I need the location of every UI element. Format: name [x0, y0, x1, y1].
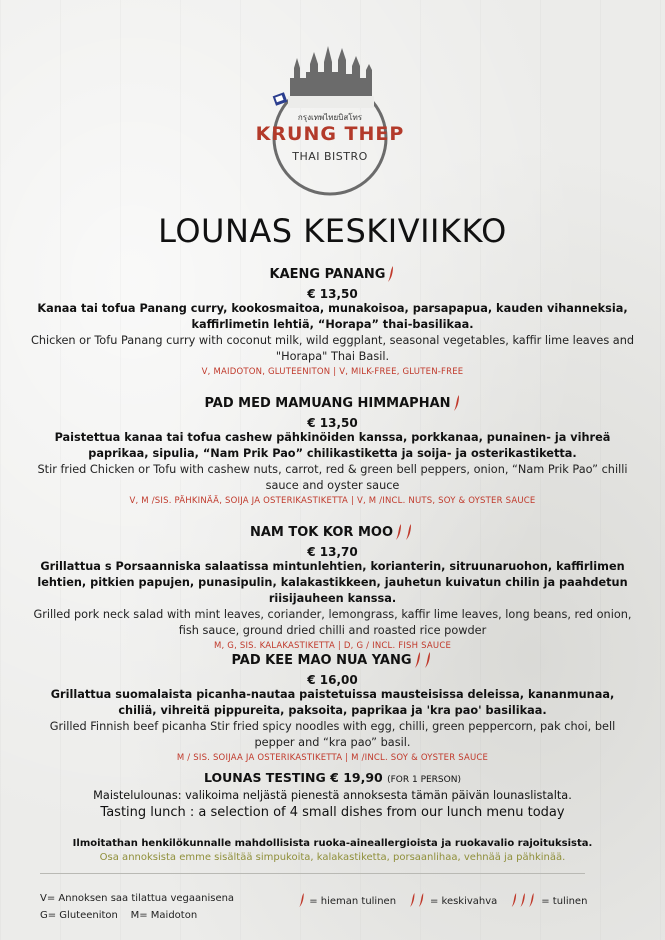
dish-name-row: [30, 524, 635, 545]
chili-icon: [510, 899, 538, 910]
spice-hot-label: = tulinen: [541, 896, 588, 907]
dish-price: € 13,50: [307, 416, 358, 430]
allergy-notice: [30, 836, 635, 865]
tasting-per-person: (FOR 1 PERSON): [387, 775, 461, 785]
spice-scale: [298, 893, 587, 910]
chili-icon: [414, 652, 434, 673]
chili-icon: [387, 266, 395, 287]
dish-name: KAENG PANANG: [269, 267, 386, 282]
chili-icon: [298, 899, 306, 910]
dish-price: € 16,00: [307, 673, 358, 687]
dish-nam-tok-kor-moo: [30, 524, 635, 653]
chili-icon: [453, 395, 461, 416]
dish-description-en: Grilled pork neck salad with mint leaves, coriander, lemongrass, kaffir lime leaves, long beans, red onion, fish sauce, ground dried chilli and roasted rice powder: [33, 608, 632, 637]
dish-diet-tags: V, MAIDOTON, GLUTEENITON | V, MILK-FREE, GLUTEN-FREE: [201, 367, 464, 377]
tasting-label: LOUNAS TESTING: [204, 770, 326, 785]
tasting-heading: [30, 770, 635, 788]
dish-name-row: [30, 652, 635, 673]
dish-name-row: [30, 395, 635, 416]
dish-name: PAD MED MAMUANG HIMMAPHAN: [204, 396, 451, 411]
spice-mild-label: = hieman tulinen: [309, 896, 397, 907]
tasting-description-fi: Maistelulounas: valikoima neljästä pienestä annoksesta tämän päivän lounaslistalta.: [93, 789, 572, 802]
dish-name: PAD KEE MAO NUA YANG: [231, 653, 412, 668]
legend-gluten-free: G= Gluteeniton: [40, 910, 118, 921]
chili-icon: [395, 524, 415, 545]
tasting-lunch-section: [30, 770, 635, 822]
dish-description-en: Grilled Finnish beef picanha Stir fried spicy noodles with egg, chilli, green peppercorn, pak choi, bell pepper and “kra pao” basil.: [49, 720, 616, 749]
dish-description-fi: Grillattua suomalaista picanha-nautaa paistetuissa mausteisissa deleissa, kananmunaa, chiliä, vihreitä pippureita, paksoita, paprikaa ja 'kra pao' basilikaa.: [50, 688, 615, 717]
dish-price: € 13,50: [307, 287, 358, 301]
spice-medium-label: = keskivahva: [429, 896, 498, 907]
logo-brand: KRUNG THEP: [255, 123, 405, 145]
dish-description-fi: Paistettua kanaa tai tofua cashew pähkinöiden kanssa, porkkanaa, punainen- ja vihreä paprikaa, sipulia, “Nam Prik Pao” chilikastiketta ja soija- ja osterikastiketta.: [54, 431, 611, 460]
divider: [40, 873, 585, 874]
dish-description-fi: Grillattua s Porsaanniska salaatissa mintunlehtien, korianterin, sitruunaruohon, kaffirlimen lehtien, pitkien papujen, punasipulin, kalakastikkeen, jauhetun kuivatun chilin ja paahdetun riisijauheen kanssa.: [37, 560, 628, 605]
restaurant-logo: [230, 38, 430, 198]
allergy-note: Osa annoksista emme sisältää simpukoita, kalakastiketta, porsaanlihaa, vehnää ja pähkinää.: [99, 852, 566, 863]
dish-description-en: Chicken or Tofu Panang curry with coconut milk, wild eggplant, seasonal vegetables, kaffir lime leaves and "Horapa" Thai Basil.: [30, 334, 635, 363]
page-title: LOUNAS KESKIVIIKKO: [158, 212, 507, 250]
dish-name: NAM TOK KOR MOO: [249, 525, 394, 540]
chili-icon: [409, 899, 427, 910]
legend-diet-row: [40, 910, 197, 921]
legend-vegan: V= Annoksen saa tilattua vegaanisena: [40, 893, 235, 904]
tasting-price: € 19,90: [330, 770, 383, 785]
dish-name-row: [30, 266, 635, 287]
allergy-notice-fi: Ilmoitathan henkilökunnalle mahdollisista ruoka-aineallergioista ja ruokavalio rajoituksista.: [72, 838, 593, 849]
logo-subtitle: THAI BISTRO: [292, 150, 368, 163]
dish-price: € 13,70: [307, 545, 358, 559]
dish-pad-kee-mao: [30, 652, 635, 765]
dish-pad-med-mamuang: [30, 395, 635, 508]
dish-diet-tags: M / SIS. SOIJAA JA OSTERIKASTIKETTA | M /INCL. SOY & OYSTER SAUCE: [176, 753, 489, 763]
dish-description-en: Stir fried Chicken or Tofu with cashew nuts, carrot, red & green bell peppers, onion, “Nam Prik Pao” chilli sauce and oyster sauce: [37, 463, 628, 492]
tasting-description-en: Tasting lunch : a selection of 4 small dishes from our lunch menu today: [100, 805, 565, 820]
dish-diet-tags: V, M /SIS. PÄHKINÄÄ, SOIJA JA OSTERIKASTIKETTA | V, M /INCL. NUTS, SOY & OYSTER SAUCE: [129, 496, 536, 506]
dish-diet-tags: M, G, SIS. KALAKASTIKETTA | D, G / INCL. FISH SAUCE: [213, 641, 452, 651]
legend-milk-free: M= Maidoton: [130, 910, 198, 921]
logo-thai-text: กรุงเทพไทยบิสโทร: [297, 113, 363, 122]
dish-description-fi: Kanaa tai tofua Panang curry, kookosmaitoa, munakoisoa, parsapapua, kauden vihanneksia, kaffirlimetin lehtiä, “Horapa” thai-basilikaa.: [37, 302, 628, 331]
dish-kaeng-panang: [30, 266, 635, 379]
